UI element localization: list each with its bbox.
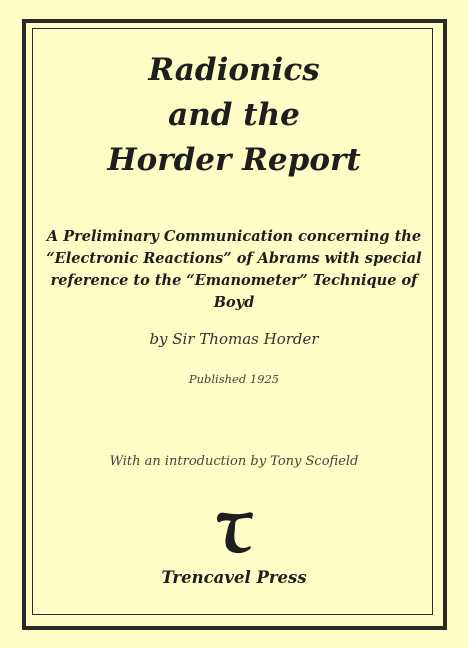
subtitle: A Preliminary Communication concerning the “Electronic Reactions” of Abrams with special reference to the “Emanometer” Technique of Boyd bbox=[46, 228, 422, 311]
author-line: by Sir Thomas Horder bbox=[149, 330, 319, 348]
introduction-credit: With an introduction by Tony Scofield bbox=[109, 454, 359, 469]
publisher-name: Trencavel Press bbox=[161, 568, 307, 587]
publication-date: Published 1925 bbox=[188, 372, 280, 386]
title-line-2: and the bbox=[168, 97, 300, 133]
title-line-1: Radionics bbox=[148, 52, 320, 88]
stylized-t-icon bbox=[209, 508, 259, 556]
title-line-3: Horder Report bbox=[107, 142, 361, 178]
